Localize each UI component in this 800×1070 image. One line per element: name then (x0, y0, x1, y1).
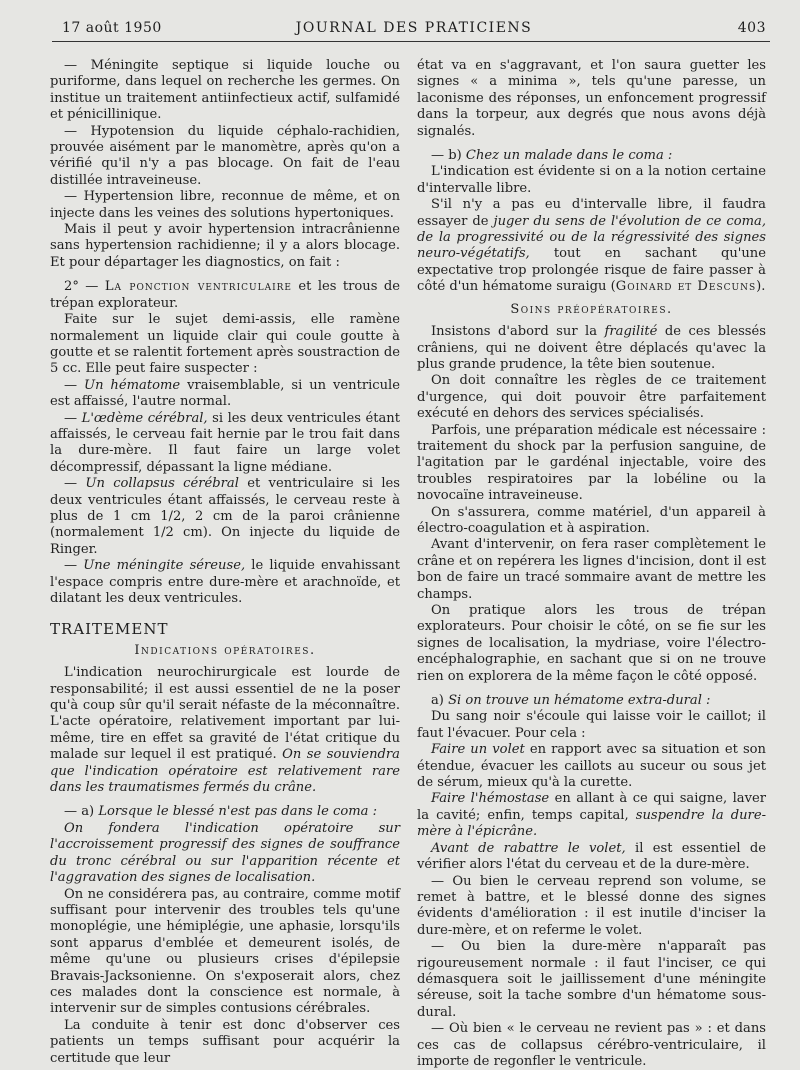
paragraph: La conduite à tenir est donc d'observer ces patients un temps suffisant pour acquérir la certitude que leur (50, 1017, 400, 1066)
paragraph: Faite sur le sujet demi-assis, elle ramène normalement un liquide clair qui coule goutte à goutte et se ralentit fortement après soustraction de 5 cc. Elle peut faire suspecter : (50, 312, 400, 377)
subsection-heading-soins: Soins préopératoires. (510, 301, 673, 317)
paragraph: On fondera l'indication opératoire sur l'accroissement progressif des signes de souffrance du tronc cérébral ou sur l'apparition récente et l'aggravation des signes de localisation. (50, 820, 400, 886)
journal-title: JOURNAL DES PRATICIENS (295, 20, 533, 36)
paragraph: — Hypotension du liquide céphalo-rachidien, prouvée aisément par le manomètre, après qu'on a vérifié qu'il n'y a pas blocage. On fait de l'eau distillée intraveineuse. (50, 123, 400, 188)
paragraph: On s'assurera, comme matériel, d'un appareil à électro-coagulation et à aspiration. (417, 504, 766, 536)
header-rule (52, 41, 770, 42)
paragraph: On doit connaître les règles de ce traitement d'urgence, qui doit pouvoir être parfaitement exécuté en dehors des services spécialisés. (417, 373, 766, 422)
paragraph: — Ou bien la dure-mère n'apparaît pas rigoureusement normale : il faut l'inciser, ce qui démasquera soit le jaillissement d'une méningite séreuse, soit la tache sombre d'un hématome sous-dural. (417, 939, 766, 1020)
paragraph: On pratique alors les trous de trépan explorateurs. Pour choisir le côté, on se fie sur les signes de localisation, la mydriase, voire l'électro-encéphalographie, en sachant que si on ne trouve rien on explorera de la même façon le côté opposé. (417, 603, 766, 684)
paragraph: — a) Lorsque le blessé n'est pas dans le coma : (64, 804, 378, 820)
paragraph: — Une méningite séreuse, le liquide envahissant l'espace compris entre dure-mère et arachnoïde, et dilatant les deux ventricules. (50, 558, 400, 606)
paragraph: Avant de rabattre le volet, il est essentiel de vérifier alors l'état du cerveau et de la dure-mère. (417, 840, 767, 873)
subsection-heading-indications: Indications opératoires. (134, 642, 316, 658)
paragraph: état va en s'aggravant, et l'on saura guetter les signes « a minima », tels qu'une paresse, un laconisme des réponses, un enfoncement progressif dans la torpeur, aux degrés que nous avons déjà signalés. (417, 58, 766, 139)
paragraph: On ne considérera pas, au contraire, comme motif suffisant pour intervenir des troubles tels qu'une monoplégie, une hémiplégie, une aphasie, lorsqu'ils sont apparus d'emblée et demeurent isolés, de même qu'une ou plusieurs crises d'épilepsie Bravais-Jacksonienne. On s'exposerait alors, chez ces malades dont la conscience est normale, à intervenir sur de simples contusions cérébrales. (50, 886, 400, 1017)
paragraph: — b) Chez un malade dans le coma : (431, 148, 673, 164)
paragraph: — Un collapsus cérébral et ventriculaire si les deux ventricules étant affaissés, le cerveau reste à plus de 1 cm 1/2, 2 cm de la paroi crânienne (normalement 1/2 cm). On injecte du liquide de Ringer. (50, 476, 400, 557)
paragraph: — L'œdème cérébral, si les deux ventricules étant affaissés, le cerveau fait hernie par le trou fait dans la dure-mère. Il faut faire un large volet décompressif, dépassant la ligne médiane. (50, 410, 401, 475)
paragraph: Faire l'hémostase en allant à ce qui saigne, laver la cavité; enfin, temps capital, suspendre la dure-mère à l'épicrâne. (417, 791, 766, 840)
paragraph: — Méningite septique si liquide louche ou puriforme, dans lequel on recherche les germes. On institue un traitement antiinfectieux actif, sulfamidé et pénicillinique. (50, 58, 400, 123)
paragraph: a) Si on trouve un hématome extra-dural : (431, 693, 711, 709)
right-column (417, 58, 766, 1070)
paragraph: Parfois, une préparation médicale est nécessaire : traitement du shock par la perfusion sanguine, de l'agitation par le gardénal injectable, voire des troubles respiratoires par la lobéline ou la novocaïne intraveineuse. (417, 422, 766, 504)
page-number: 403 (737, 20, 766, 36)
paragraph: L'indication neurochirurgicale est lourde de responsabilité; il est aussi essentiel de ne la poser qu'à coup sûr qu'il serait néfaste de la méconnaître. L'acte opératoire, relativement important par lui-même, tire en effet sa gravité de l'état critique du malade sur lequel il est pratiqué. On se souviendra que l'indication opératoire est relativement rare dans les traumatismes fermés du crâne. (50, 665, 400, 796)
paragraph: — Un hématome vraisemblable, si un ventricule est affaissé, l'autre normal. (50, 377, 400, 410)
paragraph: — Ou bien le cerveau reprend son volume, se remet à battre, et le blessé donne des signes évidents d'amélioration : il est inutile d'inciser la dure-mère, et on referme le volet. (417, 873, 766, 938)
paragraph: S'il n'y a pas eu d'intervalle libre, il faudra essayer de juger du sens de l'évolution de ce coma, de la progressivité ou de la régressivité des signes neuro-végétatifs, tout en sachant qu'une expectative trop prolongée risque de faire passer à côté d'un hématome suraigu (Goinard et Descuns). (417, 197, 766, 295)
paragraph: Avant d'intervenir, on fera raser complètement le crâne et on repérera les lignes d'incision, dont il est bon de faire un tracé sommaire avant de mettre les champs. (417, 537, 766, 602)
section-heading-traitement: TRAITEMENT (50, 620, 169, 639)
paragraph: Insistons d'abord sur la fragilité de ces blessés crâniens, qui ne doivent être déplacés qu'avec la plus grande prudence, la tête bien soutenue. (417, 324, 766, 372)
paragraph: — Hypertension libre, reconnue de même, et on injecte dans les veines des solutions hypertoniques. (50, 189, 400, 221)
paragraph: L'indication est évidente si on a la notion certaine d'intervalle libre. (417, 164, 766, 196)
paragraph: 2° — La ponction ventriculaire et les trous de trépan explorateur. (50, 279, 401, 311)
left-column (50, 58, 400, 1067)
paragraph: Faire un volet en rapport avec sa situation et son étendue, évacuer les caillots au suceur ou sous jet de sérum, mieux qu'à la curette. (417, 742, 766, 791)
paragraph: Du sang noir s'écoule qui laisse voir le caillot; il faut l'évacuer. Pour cela : (417, 709, 766, 741)
paragraph: Mais il peut y avoir hypertension intracrânienne sans hypertension rachidienne; il y a alors blocage. Et pour départager les diagnostics, on fait : (50, 222, 400, 270)
paragraph: — Où bien « le cerveau ne revient pas » : et dans ces cas de collapsus cérébro-ventriculaire, il importe de regonfler le ventricule. (417, 1021, 766, 1069)
issue-date: 17 août 1950 (62, 20, 162, 36)
page-header (62, 20, 766, 42)
